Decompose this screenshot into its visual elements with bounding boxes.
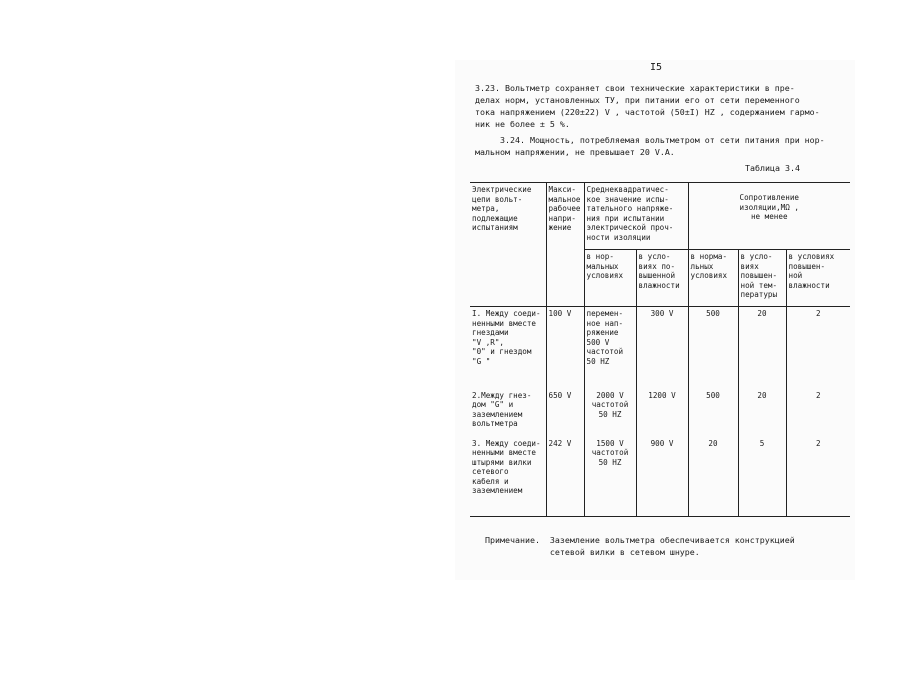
- cell-rms-humid: 900 V: [636, 437, 688, 517]
- header-res-humid: в условиях повышен- ной влажности: [786, 250, 850, 307]
- header-res-normal: в норма- льных условиях: [688, 250, 738, 307]
- cell-rms-normal: 1500 V частотой 50 HZ: [584, 437, 636, 517]
- cell-circuit: I. Между соеди- ненными вместе гнездами "V ,R", "0" и гнездом "G ": [470, 307, 546, 389]
- header-res-temp: в усло- виях повышен- ной тем- пературы: [738, 250, 786, 307]
- cell-rms-normal: перемен- ное нап- ряжение 500 V частотой 50 HZ: [584, 307, 636, 389]
- table-row: [470, 307, 850, 389]
- cell-res-temp: 20: [738, 389, 786, 437]
- cell-res-temp: 5: [738, 437, 786, 517]
- page-number: I5: [650, 62, 663, 73]
- cell-rms-normal: 2000 V частотой 50 HZ: [584, 389, 636, 437]
- cell-max-voltage: 242 V: [546, 437, 584, 517]
- cell-circuit: 2.Между гнез- дом "G" и заземлением вольтметра: [470, 389, 546, 437]
- data-table: [470, 182, 850, 517]
- cell-res-humid: 2: [786, 307, 850, 389]
- table-row: [470, 389, 850, 437]
- cell-res-normal: 500: [688, 307, 738, 389]
- paragraph-line: мальном напряжении, не превышает 20 V.A.: [475, 147, 675, 157]
- cell-res-temp: 20: [738, 307, 786, 389]
- header-max-voltage: Макси- мальное рабочее напри- жение: [546, 183, 584, 307]
- cell-max-voltage: 100 V: [546, 307, 584, 389]
- cell-rms-humid: 1200 V: [636, 389, 688, 437]
- paragraph-line: 3.24. Мощность, потребляемая вольтметром от сети питания при нор-: [475, 135, 825, 145]
- cell-res-normal: 500: [688, 389, 738, 437]
- paragraph-line: делах норм, установленных ТУ, при питании его от сети переменного: [475, 95, 800, 105]
- cell-res-normal: 20: [688, 437, 738, 517]
- table-row: [470, 437, 850, 517]
- header-rms-group: Среднеквадратичес- кое значение испы- тательного напряже- ния при испытании электрической проч- ности изоляции: [584, 183, 688, 250]
- cell-res-humid: 2: [786, 437, 850, 517]
- header-circuits: Электрические цепи вольт- метра, подлежащие испытаниям: [470, 183, 546, 307]
- cell-res-humid: 2: [786, 389, 850, 437]
- paragraph-line: ник не более ± 5 %.: [475, 119, 570, 129]
- footnote: Примечание. Заземление вольтметра обеспечивается конструкцией сетевой вилки в сетевом шнуре.: [485, 535, 795, 557]
- header-resistance-group: Сопротивление изоляции,MΩ , не менее: [688, 183, 850, 250]
- cell-rms-humid: 300 V: [636, 307, 688, 389]
- header-rms-humid: в усло- виях по- вышенной влажности: [636, 250, 688, 307]
- cell-max-voltage: 650 V: [546, 389, 584, 437]
- paragraph-line: 3.23. Вольтметр сохраняет свои технические характеристики в пре-: [475, 83, 795, 93]
- paragraph-line: тока напряжением (220±22) V , частотой (50±I) HZ , содержанием гармо-: [475, 107, 820, 117]
- cell-circuit: 3. Между соеди- ненными вместе штырями вилки сетевого кабеля и заземлением: [470, 437, 546, 517]
- header-rms-normal: в нор- мальных условиях: [584, 250, 636, 307]
- document-page: [455, 60, 855, 580]
- table-caption: Таблица 3.4: [745, 163, 800, 173]
